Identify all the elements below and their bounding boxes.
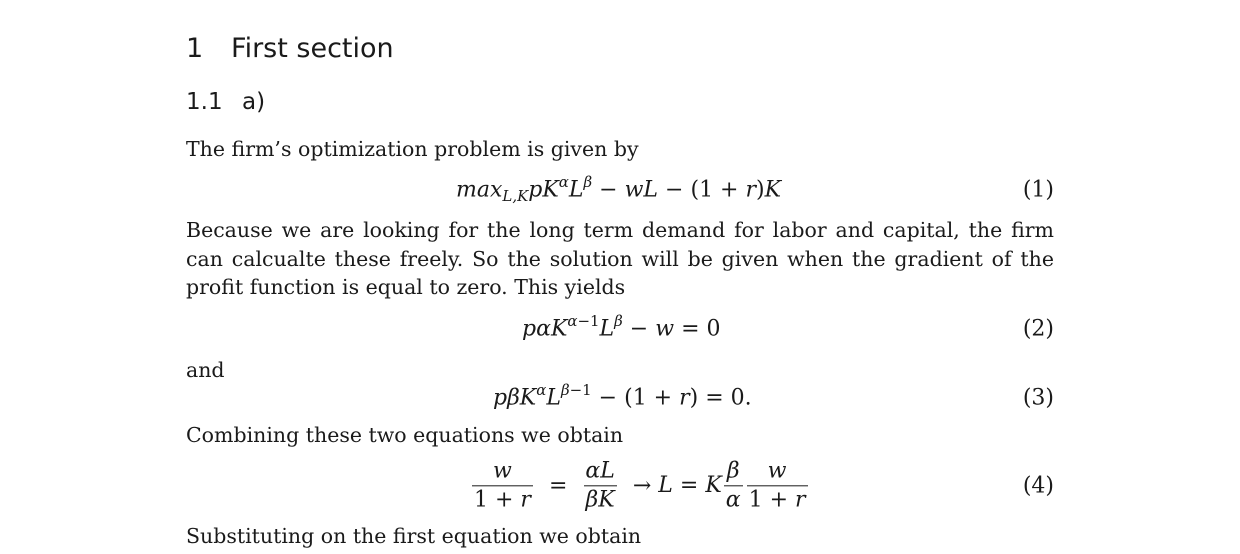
paragraph-intro: The firm’s optimization problem is given by	[186, 137, 639, 161]
section-number: 1	[186, 33, 204, 64]
equation-3: $p\beta K^\alpha L^{\beta-1} - (1 + r) = 0$.	[493, 381, 752, 411]
subsection-heading	[186, 89, 265, 115]
equation-4-label: (4)	[1022, 473, 1054, 499]
subsection-number: 1.1	[186, 89, 223, 115]
section-title: First section	[231, 33, 394, 64]
paragraph-combining: Combining these two equations we obtain	[186, 423, 624, 447]
fraction-alphaL-over-betaK: $\frac{\alpha L}{\beta K}$	[585, 458, 615, 513]
equation-2-label: (2)	[1022, 316, 1054, 342]
equation-1-label: (1)	[1022, 177, 1054, 203]
fraction-w-over-1-plus-r: $\frac{w}{1 + r}$	[474, 458, 531, 513]
subsection-title: a)	[242, 89, 266, 115]
paragraph-gradient: Because we are looking for the long term demand for labor and capital, the firm can calcualte these freely. So the solution will be given when the gradient of the profit function is equal to zero. This yields	[186, 218, 1054, 299]
fraction-beta-over-alpha: $\frac{\beta}{\alpha}$	[725, 458, 741, 513]
equation-2: $p\alpha K^{\alpha-1}L^\beta - w = 0$	[522, 312, 721, 342]
equation-3-label: (3)	[1022, 385, 1054, 411]
fraction-w-over-1-plus-r-2: $\frac{w}{1 + r}$	[748, 458, 806, 513]
equation-1: $\max_{L,K}pK^\alpha L^\beta$ − wL − (1 + r)K	[456, 173, 782, 205]
equation-4: $\frac{w}{1 + r}$ = $\frac{\alpha L}{\beta K}$ → L = K $\frac{\beta}{\alpha}$ $\frac{w}{1 + r}$	[474, 458, 806, 513]
paragraph-and: and	[186, 358, 225, 382]
section-heading	[186, 33, 394, 64]
paragraph-substituting: Substituting on the first equation we obtain	[186, 524, 642, 548]
